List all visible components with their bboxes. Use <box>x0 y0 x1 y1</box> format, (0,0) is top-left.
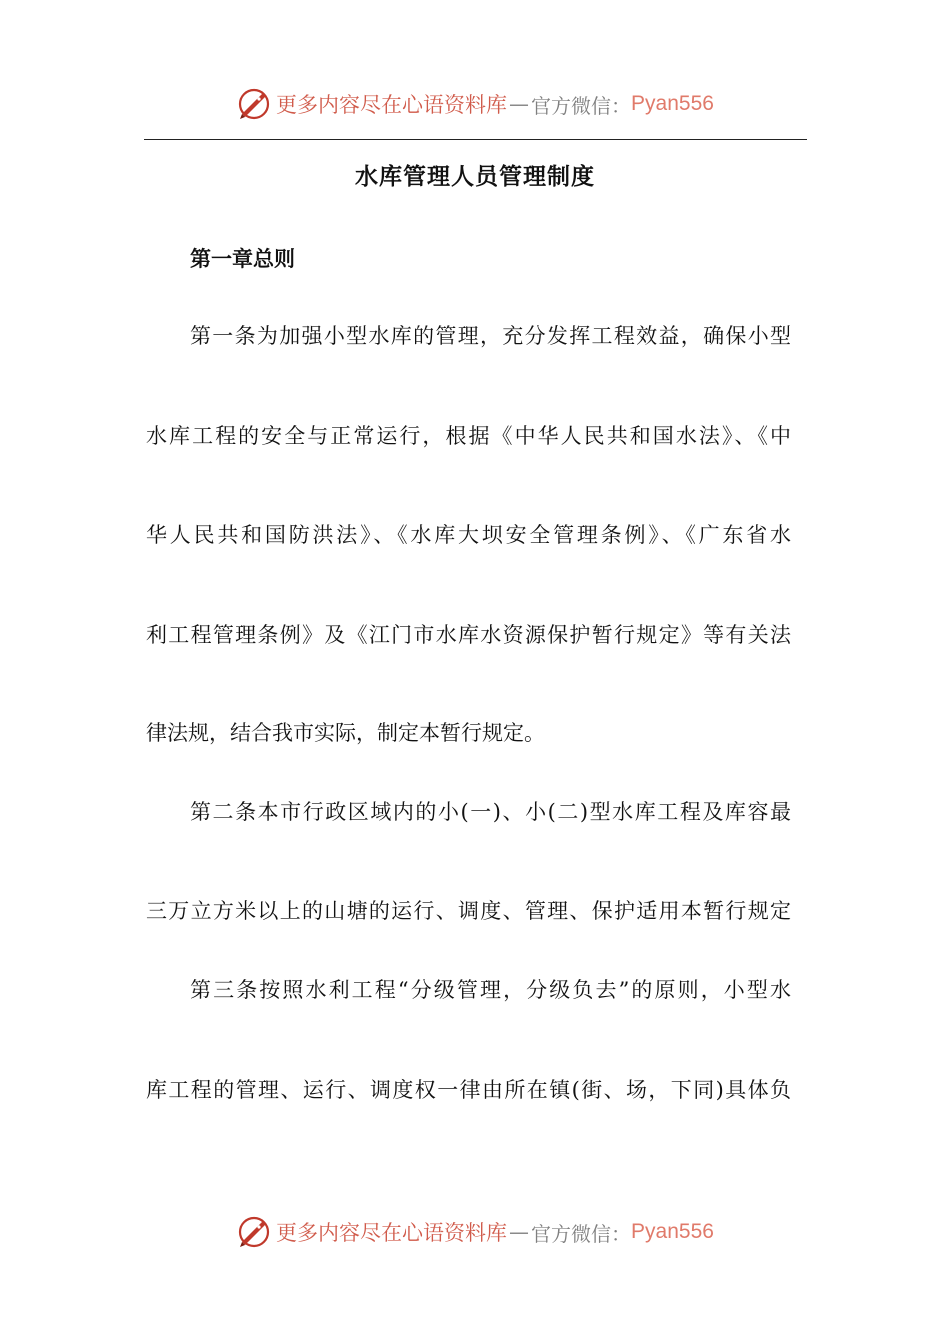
paragraph-line: 三万立方米以上的山塘的运行、调度、管理、保护适用本暂行规定 <box>146 899 791 923</box>
document-title: 水库管理人员管理制度 <box>355 164 595 190</box>
header-divider <box>144 139 807 140</box>
chapter-heading: 第一章总则 <box>190 247 295 271</box>
wechat-label: 官方微信： <box>531 1221 632 1246</box>
page-header <box>0 84 950 124</box>
paragraph-line: 库工程的管理、运行、调度权一律由所在镇(街、场，下同)具体负 <box>146 1078 791 1102</box>
paragraph-line: 第二条本市行政区域内的小(一)、小(二)型水库工程及库容最 <box>190 800 791 824</box>
pen-logo-icon <box>236 1214 272 1250</box>
paragraph-line: 律法规，结合我市实际，制定本暂行规定。 <box>146 721 545 745</box>
paragraph-line: 水库工程的安全与正常运行，根据《中华人民共和国水法》、《中 <box>146 424 791 448</box>
paragraph-line: 华人民共和国防洪法》、《水库大坝安全管理条例》、《广东省水 <box>146 523 791 547</box>
wechat-id: Pyan556 <box>631 92 714 115</box>
wechat-id: Pyan556 <box>631 1220 714 1243</box>
page-footer <box>0 1212 950 1252</box>
paragraph-line: 利工程管理条例》及《江门市水库水资源保护暂行规定》等有关法 <box>146 623 791 647</box>
wechat-label: 官方微信： <box>531 93 632 118</box>
separator: — <box>509 92 530 116</box>
pen-logo-icon <box>236 86 272 122</box>
separator: — <box>509 1220 530 1244</box>
paragraph-line: 第一条为加强小型水库的管理，充分发挥工程效益，确保小型 <box>190 324 791 348</box>
brand-text: 更多内容尽在心语资料库 <box>276 1221 508 1245</box>
paragraph-line: 第三条按照水利工程“分级管理，分级负去”的原则，小型水 <box>190 978 791 1002</box>
brand-text: 更多内容尽在心语资料库 <box>276 93 508 117</box>
